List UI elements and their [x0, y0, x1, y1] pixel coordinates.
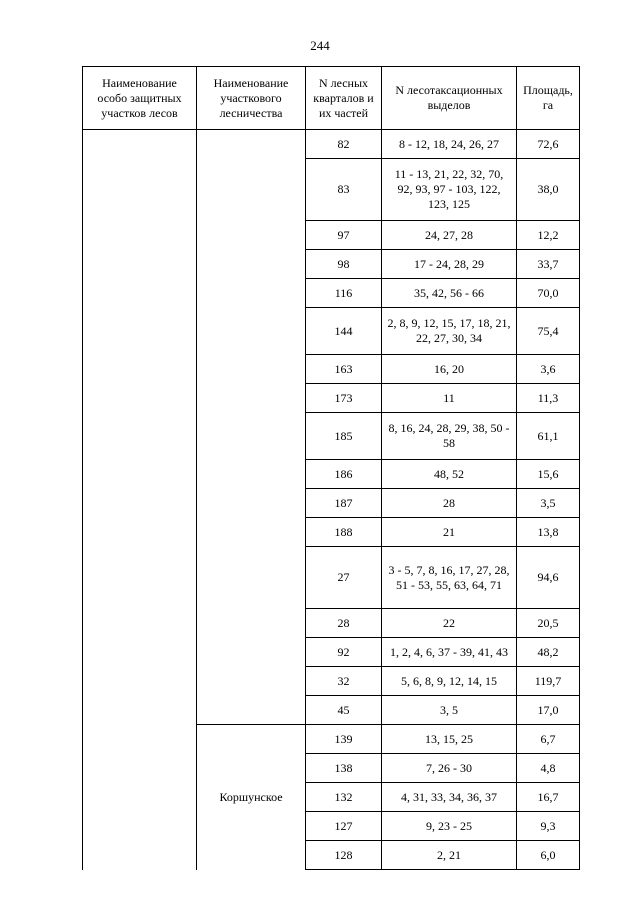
quarter-cell: 128: [306, 841, 382, 870]
allotments-cell: 8 - 12, 18, 24, 26, 27: [382, 130, 517, 159]
allotments-cell: 3 - 5, 7, 8, 16, 17, 27, 28, 51 - 53, 55, 63, 64, 71: [382, 547, 517, 609]
quarter-cell: 173: [306, 384, 382, 413]
header-area: Площадь, га: [517, 67, 580, 130]
area-cell: 12,2: [517, 221, 580, 250]
area-cell: 20,5: [517, 609, 580, 638]
area-cell: 16,7: [517, 783, 580, 812]
allotments-cell: 13, 15, 25: [382, 725, 517, 754]
header-protected-sites: Наименование особо защитных участков лесов: [83, 67, 197, 130]
forestry-name-cell: [197, 130, 306, 725]
area-cell: 61,1: [517, 413, 580, 460]
allotments-cell: 48, 52: [382, 460, 517, 489]
allotments-cell: 1, 2, 4, 6, 37 - 39, 41, 43: [382, 638, 517, 667]
area-cell: 15,6: [517, 460, 580, 489]
allotments-cell: 21: [382, 518, 517, 547]
quarter-cell: 116: [306, 279, 382, 308]
area-cell: 72,6: [517, 130, 580, 159]
quarter-cell: 186: [306, 460, 382, 489]
quarter-cell: 188: [306, 518, 382, 547]
allotments-cell: 4, 31, 33, 34, 36, 37: [382, 783, 517, 812]
area-cell: 3,6: [517, 355, 580, 384]
area-cell: 9,3: [517, 812, 580, 841]
allotments-cell: 11 - 13, 21, 22, 32, 70, 92, 93, 97 - 103, 122, 123, 125: [382, 159, 517, 221]
allotments-cell: 17 - 24, 28, 29: [382, 250, 517, 279]
allotments-cell: 11: [382, 384, 517, 413]
allotments-cell: 9, 23 - 25: [382, 812, 517, 841]
allotments-cell: 35, 42, 56 - 66: [382, 279, 517, 308]
quarter-cell: 32: [306, 667, 382, 696]
quarter-cell: 97: [306, 221, 382, 250]
allotments-cell: 24, 27, 28: [382, 221, 517, 250]
quarter-cell: 138: [306, 754, 382, 783]
protected-site-cell: [83, 130, 197, 870]
quarter-cell: 83: [306, 159, 382, 221]
forestry-name-cell: Коршунское: [197, 725, 306, 870]
area-cell: 6,0: [517, 841, 580, 870]
quarter-cell: 92: [306, 638, 382, 667]
allotments-cell: 8, 16, 24, 28, 29, 38, 50 - 58: [382, 413, 517, 460]
area-cell: 38,0: [517, 159, 580, 221]
forest-table: [82, 66, 580, 870]
area-cell: 6,7: [517, 725, 580, 754]
quarter-cell: 98: [306, 250, 382, 279]
area-cell: 4,8: [517, 754, 580, 783]
area-cell: 94,6: [517, 547, 580, 609]
allotments-cell: 22: [382, 609, 517, 638]
page-number: 244: [310, 38, 330, 53]
quarter-cell: 144: [306, 308, 382, 355]
header-allotments: N лесотаксационных выделов: [382, 67, 517, 130]
area-cell: 75,4: [517, 308, 580, 355]
quarter-cell: 82: [306, 130, 382, 159]
quarter-cell: 139: [306, 725, 382, 754]
area-cell: 119,7: [517, 667, 580, 696]
allotments-cell: 7, 26 - 30: [382, 754, 517, 783]
allotments-cell: 16, 20: [382, 355, 517, 384]
quarter-cell: 45: [306, 696, 382, 725]
header-forestry: Наименование участкового лесничества: [197, 67, 306, 130]
area-cell: 48,2: [517, 638, 580, 667]
area-cell: 11,3: [517, 384, 580, 413]
allotments-cell: 3, 5: [382, 696, 517, 725]
allotments-cell: 2, 8, 9, 12, 15, 17, 18, 21, 22, 27, 30, 34: [382, 308, 517, 355]
quarter-cell: 28: [306, 609, 382, 638]
header-row: [83, 67, 580, 130]
quarter-cell: 27: [306, 547, 382, 609]
header-quarters: N лесных кварталов и их частей: [306, 67, 382, 130]
allotments-cell: 28: [382, 489, 517, 518]
area-cell: 33,7: [517, 250, 580, 279]
quarter-cell: 187: [306, 489, 382, 518]
area-cell: 17,0: [517, 696, 580, 725]
allotments-cell: 2, 21: [382, 841, 517, 870]
quarter-cell: 185: [306, 413, 382, 460]
table-row: [83, 130, 580, 159]
area-cell: 3,5: [517, 489, 580, 518]
area-cell: 70,0: [517, 279, 580, 308]
quarter-cell: 132: [306, 783, 382, 812]
area-cell: 13,8: [517, 518, 580, 547]
quarter-cell: 127: [306, 812, 382, 841]
allotments-cell: 5, 6, 8, 9, 12, 14, 15: [382, 667, 517, 696]
quarter-cell: 163: [306, 355, 382, 384]
table-body: [83, 130, 580, 870]
